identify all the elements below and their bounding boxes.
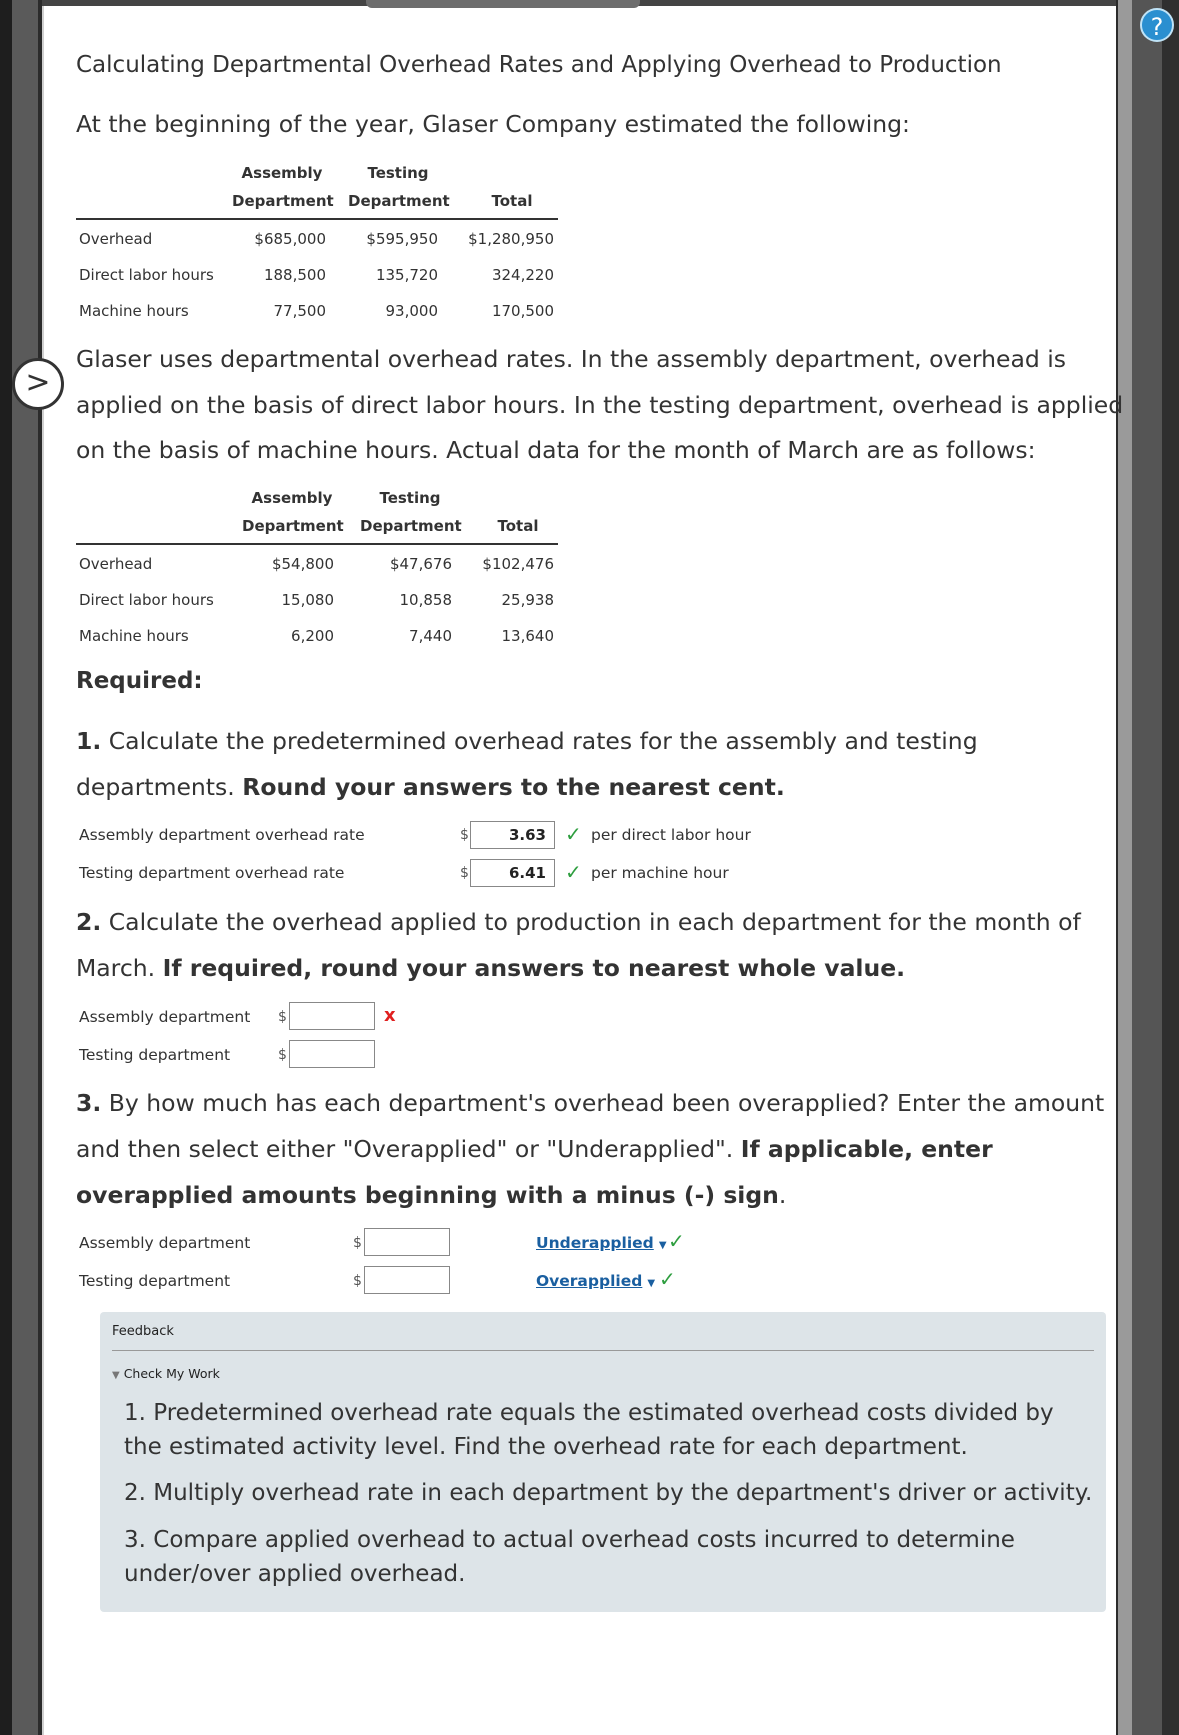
check-my-work-toggle[interactable] [112,1366,220,1381]
q3-text: By how much has each department's overhead been overapplied? Enter the amount [108,1089,1105,1117]
required-heading: Required: [76,668,203,694]
select-value: Underapplied [536,1234,654,1252]
cell-total: 324,220 [491,266,554,284]
triangle-down-icon: ▼ [112,1370,120,1381]
cell-assembly: 15,080 [281,591,334,609]
intro-text: At the beginning of the year, Glaser Company estimated the following: [76,110,910,138]
cell-assembly: $685,000 [254,230,326,248]
left-rail [0,0,12,1735]
q3-prompt-line3 [76,1181,786,1209]
q1-number: 1. [76,727,102,755]
q1-text: Calculate the predetermined overhead rates for the assembly and testing [108,727,978,755]
row-label: Overhead [79,555,153,573]
testing-applied-input[interactable] [289,1040,375,1068]
table-rule [76,543,558,545]
assembly-applied-input[interactable] [289,1002,375,1030]
header-total: Total [491,192,533,210]
currency-symbol: $ [460,865,469,881]
row-label: Overhead [79,230,153,248]
q3-row-label: Testing department [79,1272,231,1290]
header-testing-bottom: Department [348,192,450,210]
cell-testing: $595,950 [366,230,438,248]
top-tab[interactable] [366,0,640,8]
actual-table [76,485,558,645]
header-assembly-top: Assembly [241,164,323,182]
currency-symbol: $ [278,1047,287,1063]
cell-assembly: 77,500 [273,302,326,320]
header-assembly-top: Assembly [251,489,333,507]
row-label: Direct labor hours [79,591,214,609]
q3-prompt-line2 [76,1135,993,1163]
currency-symbol: $ [278,1009,287,1025]
cell-testing: 135,720 [375,266,438,284]
check-icon: ✓ [668,1229,685,1253]
feedback-item: 1. Predetermined overhead rate equals the estimated overhead costs divided by the estimated activity level. Find the overhead rate for each department. [124,1400,1054,1460]
q3-period: . [778,1181,787,1209]
cell-testing: $47,676 [389,555,452,573]
assembly-rate-input[interactable]: 3.63 [470,821,555,849]
feedback-panel [100,1312,1106,1612]
chevron-right-icon: > [25,365,51,400]
q2-row-label: Testing department [79,1046,231,1064]
q1-prompt-line2 [76,773,785,801]
check-icon: ✓ [659,1267,676,1291]
currency-symbol: $ [353,1235,362,1251]
q3-row-label: Assembly department [79,1234,251,1252]
row-label: Machine hours [79,302,189,320]
cell-assembly: 6,200 [291,627,334,645]
cell-total: $1,280,950 [468,230,554,248]
feedback-label: Feedback [112,1324,174,1339]
cell-total: 13,640 [501,627,554,645]
table-rule [76,218,558,220]
q3-instruction: overapplied amounts beginning with a minus (-) sign [76,1181,779,1209]
q2-text: March. [76,954,156,982]
feedback-divider [112,1350,1094,1351]
q3-instruction: If applicable, enter [740,1135,993,1163]
select-value: Overapplied [536,1272,643,1290]
cell-total: 25,938 [501,591,554,609]
cell-assembly: 188,500 [263,266,326,284]
row-label: Machine hours [79,627,189,645]
estimated-table [76,160,558,320]
header-testing-top: Testing [379,489,441,507]
row-label: Direct labor hours [79,266,214,284]
check-my-work-label: Check My Work [123,1366,220,1381]
q2-prompt-line2 [76,954,905,982]
cell-assembly: $54,800 [271,555,334,573]
page-title: Calculating Departmental Overhead Rates and Applying Overhead to Production [76,52,1002,78]
header-testing-bottom: Department [360,517,462,535]
description-line: on the basis of machine hours. Actual data for the month of March are as follows: [76,436,1036,464]
q2-row-label: Assembly department [79,1008,251,1026]
currency-symbol: $ [460,827,469,843]
currency-symbol: $ [353,1273,362,1289]
header-testing-top: Testing [367,164,429,182]
rate-unit: per machine hour [591,864,729,882]
q3-number: 3. [76,1089,102,1117]
cell-testing: 10,858 [399,591,452,609]
next-arrow-button[interactable] [12,358,64,410]
q1-prompt-line1 [76,727,978,755]
right-rail-edge [1162,0,1179,1735]
header-assembly-bottom: Department [242,517,344,535]
testing-overapplied-input[interactable] [364,1266,450,1294]
check-icon: ✓ [565,822,582,846]
description-line: applied on the basis of direct labor hours. In the testing department, overhead is applied [76,391,1124,419]
cell-total: 170,500 [491,302,554,320]
q3-prompt-line1 [76,1089,1104,1117]
assembly-overapplied-input[interactable] [364,1228,450,1256]
header-total: Total [497,517,539,535]
header-assembly-bottom: Department [232,192,334,210]
cell-testing: 93,000 [385,302,438,320]
q1-row-label: Assembly department overhead rate [79,826,365,844]
chevron-down-icon: ▼ [658,1240,667,1251]
assembly-status-select[interactable] [536,1233,667,1252]
q2-number: 2. [76,908,102,936]
left-margin [12,0,38,1735]
testing-status-select[interactable] [536,1271,655,1290]
right-margin [1118,0,1132,1735]
q1-text: departments. [76,773,235,801]
q2-prompt-line1 [76,908,1081,936]
chevron-down-icon: ▼ [647,1278,656,1289]
wrong-icon: x [384,1005,396,1026]
q3-text: and then select either "Overapplied" or "Underapplied". [76,1135,734,1163]
testing-rate-input[interactable]: 6.41 [470,859,555,887]
help-icon[interactable]: ? [1140,8,1174,42]
cell-testing: 7,440 [409,627,452,645]
rate-unit: per direct labor hour [591,826,751,844]
description-line: Glaser uses departmental overhead rates. In the assembly department, overhead is [76,345,1067,373]
q1-instruction: Round your answers to the nearest cent. [242,773,785,801]
feedback-item: 2. Multiply overhead rate in each department by the department's driver or activity. [124,1480,1093,1506]
cell-total: $102,476 [482,555,554,573]
check-icon: ✓ [565,860,582,884]
q2-instruction: If required, round your answers to nearest whole value. [162,954,906,982]
q2-text: Calculate the overhead applied to production in each department for the month of [108,908,1081,936]
q1-row-label: Testing department overhead rate [79,864,345,882]
feedback-item: 3. Compare applied overhead to actual overhead costs incurred to determine under/over applied overhead. [124,1527,1015,1587]
